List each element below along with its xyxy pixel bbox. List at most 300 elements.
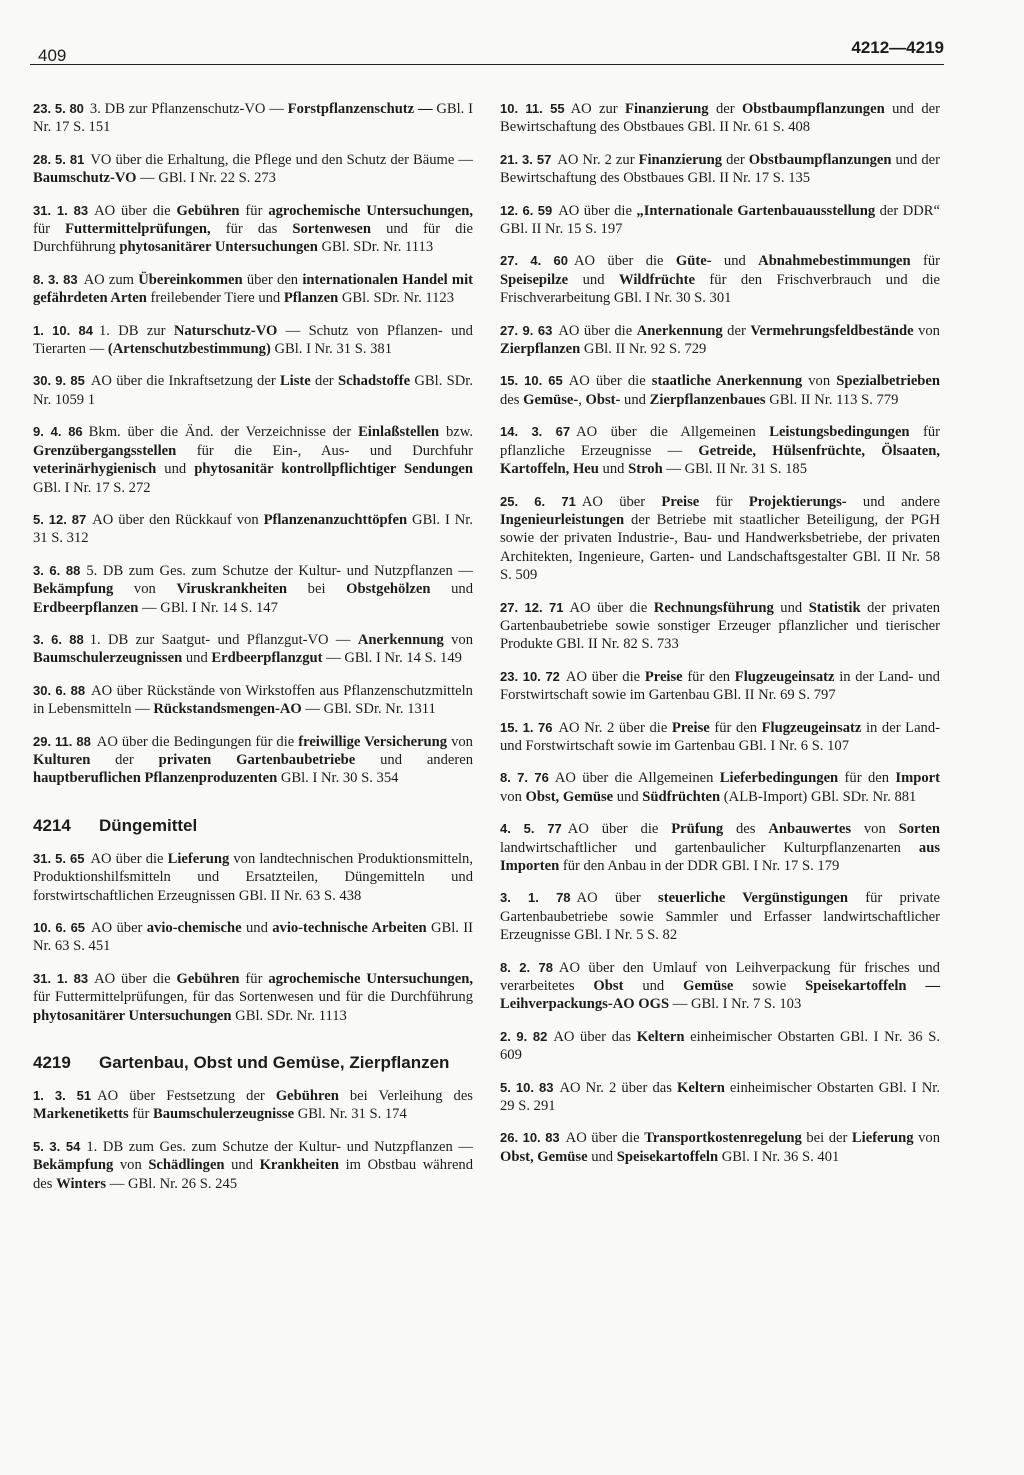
entry-keyword: agrochemische Untersuchungen, (268, 970, 473, 987)
entry-text: und (711, 253, 759, 270)
entry-keyword: Projektierungs- (748, 493, 847, 510)
entry-text: von (913, 1130, 940, 1147)
entry-text: für Futtermittelprüfungen, für das Sortenwesen und für die Durchführung (33, 989, 473, 1006)
legal-entry (33, 682, 473, 719)
entry-keyword: Baumschulerzeugnisse (152, 1106, 295, 1123)
section-heading-4214 (33, 816, 473, 836)
entry-text: der (722, 151, 749, 168)
legal-entry (500, 100, 940, 137)
entry-text: der privaten Gartenbaubetriebe sowie sonstiger Erzeuger pflanzlicher und tierischer Produkte GBl. II Nr. 82 S. 733 (500, 599, 941, 653)
legal-entry (33, 1138, 473, 1193)
entry-keyword: Preise (671, 719, 710, 736)
entry-text: sowie (733, 978, 806, 995)
entry-keyword: Zierpflanzenbaues (649, 391, 766, 408)
entry-text: AO über die (567, 821, 672, 838)
entry-text: und für die Durchführung (33, 221, 473, 256)
entry-text: GBl. II Nr. 113 S. 779 (765, 391, 899, 408)
section-heading-4219 (33, 1053, 473, 1073)
entry-keyword: Ingenieurleistungen (500, 511, 625, 528)
entry-keyword: Liste (279, 373, 311, 390)
entry-text: der (708, 101, 742, 117)
entry-keyword: Sortenwesen (292, 221, 371, 238)
entry-date: 1. 10. 84 (33, 322, 93, 338)
entry-date: 5. 10. 83 (500, 1079, 554, 1095)
legal-entry (33, 631, 473, 668)
entry-text: von (913, 322, 940, 339)
entry-date: 15. 10. 65 (500, 373, 563, 389)
entry-text: und (568, 271, 619, 288)
entry-keyword: Import (895, 770, 940, 787)
entry-keyword: privaten Gartenbaubetriebe (158, 751, 356, 768)
entries-4219-right (500, 100, 940, 1166)
entry-keyword: Finanzierung (638, 151, 723, 168)
entry-text: für die Ein-, Aus- und Durchfuhr (176, 442, 473, 459)
legal-entry (500, 151, 940, 188)
entry-date: 31. 1. 83 (33, 202, 89, 218)
entry-text: AO Nr. 2 über das (559, 1079, 677, 1096)
entry-text: VO über die Erhaltung, die Pflege und den Schutz der Bäume — (90, 151, 473, 168)
entry-keyword: Obst (593, 978, 624, 995)
entry-text: — GBl. I Nr. 14 S. 149 (322, 650, 462, 667)
entry-keyword: Südfrüchten (642, 788, 721, 805)
entry-keyword: Getreide, Hülsenfrüchte, Ölsaaten, Kartoffeln, Heu (500, 442, 941, 478)
entry-text: AO über Rückstände von Wirkstoffen aus Pflanzenschutzmitteln in Lebensmitteln — (33, 682, 473, 718)
entry-keyword: Wildfrüchte (618, 271, 695, 288)
entry-text: — GBl. Nr. 26 S. 245 (106, 1175, 238, 1192)
entry-date: 23. 10. 72 (500, 668, 560, 684)
entry-text: GBl. SDr. Nr. 1059 1 (33, 373, 473, 408)
legal-entry (33, 733, 473, 788)
entry-date: 3. 6. 88 (33, 631, 84, 647)
entry-date: 14. 3. 67 (500, 424, 571, 440)
entry-keyword: Obst, Gemüse (525, 788, 614, 805)
entry-text: 1. DB zur Saatgut- und Pflanzgut-VO — (89, 631, 358, 648)
entry-keyword: Grenzübergangsstellen (33, 442, 177, 459)
entry-date: 1. 3. 51 (33, 1088, 92, 1104)
entries-4219-left (33, 1087, 473, 1193)
entry-keyword: hauptberuflichen Pflanzenproduzenten (33, 770, 278, 787)
entry-keyword: Gemüse (683, 978, 734, 995)
entry-date: 29. 11. 88 (33, 733, 91, 749)
entry-text: , (578, 391, 586, 408)
entry-text: GBl. I Nr. 30 S. 354 (277, 770, 399, 787)
entry-keyword: aus Importen (500, 839, 940, 874)
entry-text: von (851, 821, 899, 838)
entry-keyword: Statistik (808, 599, 861, 616)
entry-keyword: Schädlingen (148, 1157, 225, 1174)
entry-text: von landtechnischen Produktionsmitteln, Produktionshilfsmitteln und Ersatzteilen, Düngemitteln und forstwirtschaftlichen Erzeugnissen GBl. II Nr. 63 S. 438 (33, 850, 473, 904)
entry-text: AO über Festsetzung der (97, 1088, 276, 1105)
entry-keyword: Viruskrankheiten (176, 581, 288, 598)
entry-text: GBl. SDr. Nr. 1123 (338, 290, 455, 307)
entry-text: AO über die Bedingungen für die (96, 733, 299, 750)
entry-keyword: Erdbeerpflanzgut (211, 650, 323, 667)
entry-keyword: Speisekartoffeln (616, 1148, 719, 1165)
entry-date: 8. 2. 78 (500, 959, 553, 975)
entry-text: — GBl. I Nr. 7 S. 103 (669, 996, 802, 1013)
entry-keyword: Anerkennung (357, 631, 444, 648)
entry-keyword: Gebühren (176, 970, 240, 987)
entry-text: GBl. I Nr. 17 S. 272 (33, 479, 151, 496)
entry-text: — Schutz von Pflanzen- und Tierarten — (33, 322, 473, 358)
entry-text: der (722, 322, 751, 339)
entry-keyword: Flugzeugeinsatz (734, 668, 835, 685)
entry-text: AO zum (83, 271, 139, 288)
entry-text: bzw. (439, 424, 473, 441)
entry-text: — GBl. II Nr. 31 S. 185 (662, 461, 808, 478)
entry-keyword: Gebühren (275, 1088, 339, 1105)
entry-text: der (90, 751, 159, 768)
entry-text: und anderen (355, 751, 473, 768)
entry-text: GBl. II Nr. 63 S. 451 (33, 920, 473, 955)
entry-text: AO über die Allgemeinen (576, 424, 770, 441)
entry-text: von (113, 581, 177, 598)
legal-entry (500, 959, 940, 1014)
entry-text: für (910, 253, 940, 270)
entry-text: (ALB-Import) GBl. SDr. Nr. 881 (720, 788, 917, 805)
entry-keyword: Preise (644, 668, 683, 685)
legal-entry (500, 769, 940, 806)
entry-keyword: Baumschutz-VO (33, 170, 137, 187)
entry-date: 27. 4. 60 (500, 253, 568, 269)
entry-text: in der Land- und Forstwirtschaft sowie im Gartenbau GBl. I Nr. 6 S. 107 (500, 719, 940, 754)
entry-text: für (239, 202, 269, 219)
entry-keyword: Keltern (677, 1079, 725, 1096)
entry-keyword: veterinärhygienisch (33, 461, 157, 478)
entry-text: und (224, 1157, 260, 1174)
entry-date: 28. 5. 81 (33, 151, 85, 167)
entry-keyword: Stroh (628, 461, 663, 478)
entry-text: für das (210, 221, 293, 238)
entry-text: für (128, 1106, 153, 1123)
entry-text: bei (287, 581, 347, 598)
entry-text: AO über die (569, 599, 654, 616)
legal-entry (500, 372, 940, 409)
entry-text: und der Bewirtschaftung des Obstbaues GBl. II Nr. 61 S. 408 (500, 101, 940, 136)
entry-keyword: Übereinkommen (138, 271, 243, 288)
entry-text: AO über den Rückkauf von (92, 511, 264, 528)
entry-keyword: Obstgehölzen (346, 581, 431, 598)
entry-date: 5. 3. 54 (33, 1138, 81, 1154)
entry-date: 8. 7. 76 (500, 770, 549, 786)
entry-text: für den (709, 719, 762, 736)
entry-keyword: Abnahmebestimmungen (758, 253, 911, 270)
legal-entry (500, 668, 940, 705)
entry-keyword: Lieferbedingungen (719, 770, 839, 787)
entry-text: und (156, 461, 195, 478)
legal-entry (33, 322, 473, 359)
left-column (33, 100, 473, 1207)
entry-date: 27. 9. 63 (500, 322, 553, 338)
header-rule (30, 64, 944, 65)
entry-text: von (443, 631, 473, 648)
entry-keyword: phytosanitärer Untersuchungen (119, 239, 318, 256)
entry-text: GBl. Nr. 31 S. 174 (294, 1106, 407, 1123)
legal-entry (33, 151, 473, 188)
section-number: 4219 (33, 1053, 71, 1073)
entry-keyword: Erdbeerpflanzen (33, 599, 139, 616)
legal-entry (33, 202, 473, 257)
legal-entry (500, 1079, 940, 1116)
entry-keyword: Anerkennung (636, 322, 723, 339)
entry-text: und (613, 788, 643, 805)
entry-text: AO über die (565, 668, 645, 685)
legal-entry (500, 599, 940, 654)
entry-date: 9. 4. 86 (33, 424, 83, 440)
entry-keyword: Markenetiketts (33, 1106, 129, 1123)
entry-text: GBl. I Nr. 36 S. 401 (718, 1148, 840, 1165)
entry-text: AO über die (94, 970, 177, 987)
entry-keyword: Bekämpfung (33, 581, 114, 598)
entry-keyword: Lieferung (851, 1130, 914, 1147)
entry-text: und der Bewirtschaftung des Obstbaues GBl. II Nr. 17 S. 135 (500, 151, 940, 187)
legal-entry (33, 1087, 473, 1124)
entry-text: für private Gartenbaubetriebe sowie Sammler und Erfasser landwirtschaftlicher Erzeugnisse GBl. I Nr. 5 S. 82 (500, 890, 940, 944)
page-number: 409 (38, 46, 67, 65)
entry-text: AO über den Umlauf von Leihverpackung für frisches und verarbeitetes (500, 959, 940, 995)
entry-keyword: Zierpflanzen (500, 341, 581, 358)
entry-text: von (447, 733, 473, 750)
entry-text: AO über das (553, 1028, 637, 1045)
entry-text: bei Verleihung des (338, 1088, 473, 1105)
legal-entry (33, 970, 473, 1025)
entry-date: 12. 6. 59 (500, 202, 553, 218)
entry-text: GBl. I Nr. 17 S. 151 (33, 101, 473, 136)
entry-text: für (699, 493, 749, 510)
entry-text: für den (838, 770, 896, 787)
legal-entry (500, 493, 940, 585)
entry-text: AO Nr. 2 über die (558, 719, 672, 736)
entry-date: 2. 9. 82 (500, 1028, 548, 1044)
entry-keyword: Rückstandsmengen-AO (153, 701, 302, 718)
entry-text: AO über die (558, 202, 637, 219)
entry-text: für den (682, 668, 735, 685)
entry-date: 27. 12. 71 (500, 599, 564, 615)
entry-keyword: Futtermittelprüfungen, (65, 221, 211, 238)
legal-entry (33, 271, 473, 308)
legal-entry (33, 562, 473, 617)
entry-text: AO über (91, 920, 147, 936)
entry-text: der DDR“ GBl. II Nr. 15 S. 197 (500, 202, 940, 238)
entry-date: 31. 1. 83 (33, 970, 89, 986)
entry-text: — GBl. I Nr. 14 S. 147 (138, 599, 278, 616)
entry-text: und (623, 978, 684, 995)
entry-date: 21. 3. 57 (500, 151, 552, 167)
entry-date: 3. 1. 78 (500, 890, 571, 906)
entries-4212 (33, 100, 473, 788)
entry-text: und (430, 581, 473, 598)
legal-entry (500, 889, 940, 944)
entry-keyword: avio-technische Arbeiten (272, 920, 427, 936)
entry-text: AO über die (558, 322, 637, 339)
entry-text: AO über die Inkraftsetzung der (90, 373, 280, 390)
entry-keyword: Bekämpfung (33, 1157, 114, 1174)
section-number: 4214 (33, 815, 71, 835)
entry-text: GBl. I Nr. 31 S. 312 (33, 511, 473, 547)
entry-keyword: Anbauwertes (768, 821, 852, 838)
entry-keyword: Naturschutz-VO (173, 322, 278, 339)
entry-keyword: Keltern (636, 1028, 685, 1045)
entry-text: — GBl. SDr. Nr. 1311 (301, 701, 436, 718)
entry-text: im Obstbau während des (33, 1157, 474, 1192)
entry-keyword: Obstbaumpflanzungen (741, 101, 885, 117)
entry-text: AO über die Allgemeinen (554, 770, 720, 787)
entry-keyword: freiwillige Versicherung (298, 733, 448, 750)
entry-keyword: Spezialbetrieben (836, 373, 941, 390)
entry-keyword: Pflanzenanzuchttöpfen (263, 511, 408, 528)
entry-text: AO über die (574, 253, 676, 270)
legal-entry (33, 850, 473, 905)
entry-keyword: Baumschulerzeugnissen (33, 650, 183, 667)
entry-keyword: „Internationale Gartenbauausstellung (636, 202, 876, 219)
legal-entry (500, 423, 940, 478)
entry-keyword: phytosanitär kontrollpflichtiger Sendungen (194, 461, 473, 478)
entry-text: des (500, 391, 524, 408)
entry-text: in der Land- und Forstwirtschaft sowie im Gartenbau GBl. II Nr. 69 S. 797 (500, 668, 940, 704)
entry-keyword: Sorten (898, 821, 940, 838)
entry-keyword: Kulturen (33, 751, 91, 768)
entry-keyword: Schadstoffe (337, 373, 411, 390)
entry-text: AO zur (570, 101, 626, 117)
entry-text: GBl. SDr. Nr. 1113 (231, 1007, 347, 1024)
entry-keyword: Transportkostenregelung (644, 1130, 802, 1147)
entry-text: und (620, 391, 650, 408)
entry-keyword: Preise (661, 493, 700, 510)
entry-keyword: Rechnungsführung (653, 599, 774, 616)
entry-text: und andere (846, 493, 940, 510)
entry-keyword: staatliche Anerkennung (651, 373, 803, 390)
entry-date: 5. 12. 87 (33, 511, 87, 527)
entry-text: für pflanzliche Erzeugnisse — (500, 424, 940, 459)
section-range: 4212—4219 (851, 38, 944, 57)
entry-text: AO Nr. 2 zur (557, 151, 639, 168)
entry-text: Bkm. über die Änd. der Verzeichnisse der (88, 424, 359, 441)
entry-keyword: Forstpflanzenschutz — (287, 101, 433, 117)
entry-date: 31. 5. 65 (33, 850, 85, 866)
entry-keyword: Prüfung (671, 821, 724, 838)
entry-text: AO über (581, 493, 662, 510)
entry-keyword: Speisepilze (500, 271, 569, 288)
entry-text: einheimischer Obstarten GBl. I Nr. 36 S. 609 (500, 1028, 940, 1064)
entry-keyword: Gemüse- (523, 391, 579, 408)
entry-text: AO über die (90, 850, 168, 867)
entry-date: 30. 6. 88 (33, 682, 86, 698)
entry-text: und (598, 461, 629, 478)
entry-text: von (500, 788, 526, 805)
entry-text: 5. DB zum Ges. zum Schutze der Kultur- und Nutzpflanzen — (86, 562, 473, 579)
entry-date: 23. 5. 80 (33, 101, 84, 116)
legal-entry (500, 252, 940, 307)
entry-text: einheimischer Obstarten GBl. I Nr. 29 S. 291 (500, 1079, 940, 1115)
entry-keyword: Pflanzen (283, 290, 339, 307)
entry-text: für den Anbau in der DDR GBl. I Nr. 17 S. 179 (559, 858, 840, 874)
entry-keyword: Krankheiten (259, 1157, 340, 1174)
entry-text: GBl. SDr. Nr. 1113 (317, 239, 434, 256)
legal-entry (33, 423, 473, 497)
entry-text: 1. DB zur (98, 322, 174, 339)
legal-entry (33, 372, 473, 409)
entry-date: 3. 6. 88 (33, 562, 81, 578)
entry-date: 4. 5. 77 (500, 821, 562, 837)
entry-text: freilebender Tiere und (146, 290, 284, 307)
entry-text: AO über (576, 890, 659, 907)
entry-date: 10. 6. 65 (33, 920, 86, 935)
entry-keyword: steuerliche Vergünstigungen (658, 890, 848, 907)
entry-date: 25. 6. 71 (500, 493, 576, 509)
entry-date: 26. 10. 83 (500, 1130, 560, 1146)
section-title: Gartenbau, Obst und Gemüse, Zierpflanzen (99, 1053, 450, 1073)
entry-keyword: Güte- (675, 253, 712, 270)
entry-keyword: Lieferung (167, 850, 230, 867)
entry-text: GBl. II Nr. 92 S. 729 (580, 341, 707, 358)
entry-date: 10. 11. 55 (500, 101, 565, 116)
right-column (500, 100, 940, 1180)
entry-text: der Betriebe mit staatlicher Beteiligung, der PGH sowie der privaten Industrie-, Bau- und Handwerksbetriebe, der privaten Architekten, Ingenieure, Garten- und Landschaftsgestalter GBl. II Nr. 58 S. 509 (500, 511, 940, 584)
legal-entry (500, 1028, 940, 1065)
legal-entry (500, 820, 940, 875)
legal-entry (33, 100, 473, 137)
entry-date: 8. 3. 83 (33, 271, 78, 287)
entry-keyword: Obstbaumpflanzungen (748, 151, 892, 168)
entry-keyword: internationalen Handel mit gefährdeten Arten (33, 271, 473, 307)
entry-text: von (113, 1157, 149, 1174)
entry-keyword: Finanzierung (625, 101, 709, 117)
legal-entry (33, 511, 473, 548)
entry-keyword: agrochemische Untersuchungen, (268, 202, 473, 219)
entry-text: des (723, 821, 769, 838)
entry-date: 30. 9. 85 (33, 373, 85, 389)
entry-keyword: Vermehrungsfeldbestände (750, 322, 914, 339)
entry-keyword: (Artenschutzbestimmung) (107, 341, 271, 358)
entry-text: 3. DB zur Pflanzenschutz-VO — (89, 101, 288, 117)
entry-text: für (33, 221, 66, 238)
legal-entry (500, 1129, 940, 1166)
entry-text: und (241, 920, 273, 936)
entry-keyword: Leistungsbedingungen (769, 424, 910, 441)
legal-entry (500, 202, 940, 239)
legal-entry (500, 322, 940, 359)
section-title: Düngemittel (99, 815, 198, 835)
entry-text: AO über die (94, 202, 177, 219)
entry-keyword: Speisekartoffeln — Leihverpackungs-AO OGS (500, 978, 940, 1013)
entry-keyword: avio-chemische (146, 920, 242, 936)
entry-text: für den Frischverbrauch und die Frischverarbeitung GBl. I Nr. 30 S. 301 (500, 271, 941, 307)
entry-text: für (239, 970, 269, 987)
entry-keyword: Winters (56, 1175, 107, 1192)
entry-text: und (773, 599, 809, 616)
entry-keyword: Gebühren (176, 202, 240, 219)
entry-text: und (587, 1148, 617, 1165)
entry-text: der (310, 373, 338, 390)
entry-text: von (802, 373, 837, 390)
entry-text: AO über die (565, 1130, 645, 1147)
entry-text: GBl. I Nr. 31 S. 381 (270, 341, 393, 358)
entry-keyword: Obst, Gemüse (500, 1148, 588, 1165)
legal-entry (500, 719, 940, 756)
entry-keyword: phytosanitärer Untersuchungen (33, 1007, 232, 1024)
entry-keyword: Flugzeugeinsatz (761, 719, 862, 736)
legal-entry (33, 919, 473, 956)
entry-text: landwirtschaftlicher und gartenbaulicher Kulturpflanzenarten (500, 839, 919, 856)
entry-text: — GBl. I Nr. 22 S. 273 (136, 170, 276, 187)
entry-date: 15. 1. 76 (500, 719, 553, 735)
entry-text: bei der (801, 1130, 852, 1147)
entry-text: 1. DB zum Ges. zum Schutze der Kultur- und Nutzpflanzen — (86, 1138, 473, 1155)
entry-keyword: Obst- (585, 391, 621, 408)
entry-text: über den (242, 271, 303, 288)
entries-4214 (33, 850, 473, 1025)
entry-keyword: Einlaßstellen (358, 424, 440, 441)
